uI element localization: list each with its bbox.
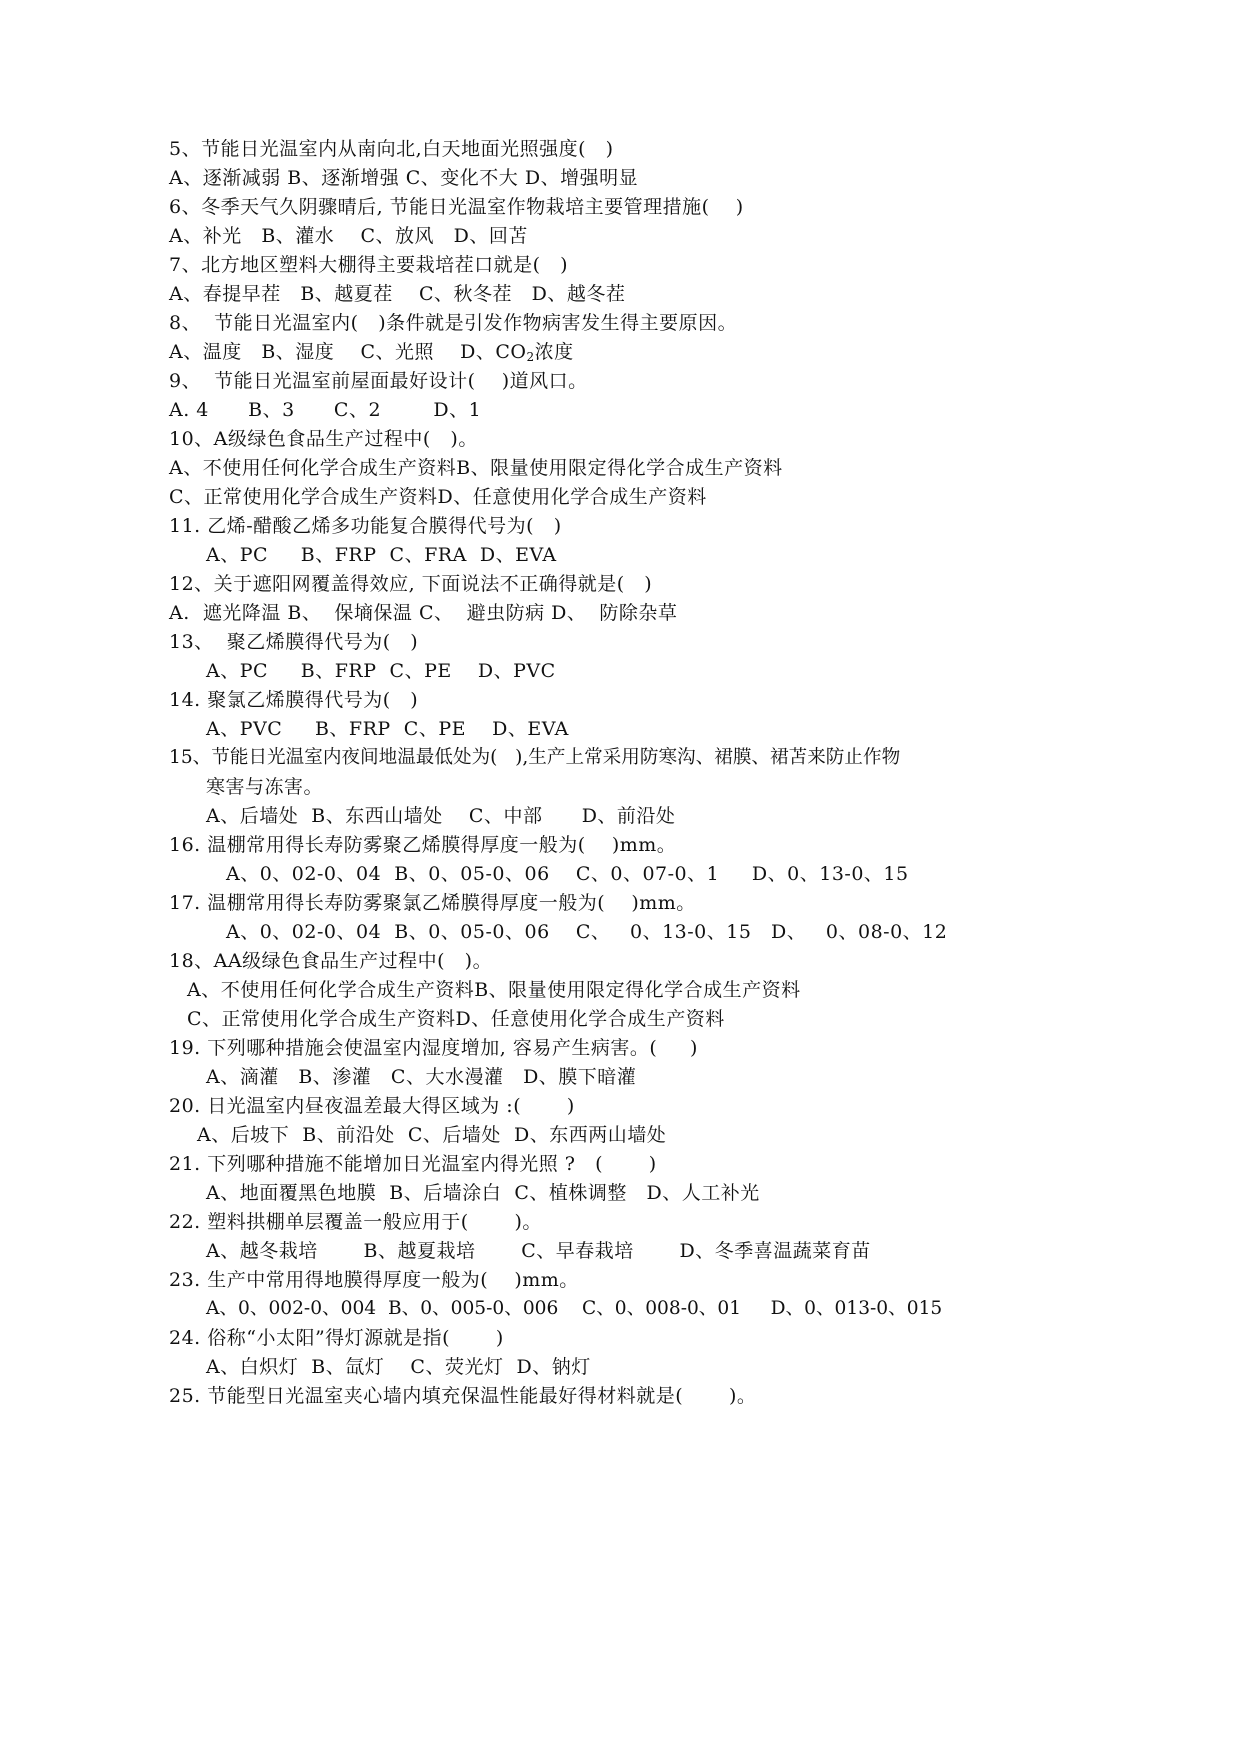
- question-11: 11. 乙烯-醋酸乙烯多功能复合膜得代号为( ): [169, 515, 562, 537]
- question-10-options-cd: C、正常使用化学合成生产资料D、任意使用化学合成生产资料: [169, 486, 707, 508]
- question-10-options-ab: A、不使用任何化学合成生产资料B、限量使用限定得化学合成生产资料: [169, 457, 783, 479]
- question-14: 14. 聚氯乙烯膜得代号为( ): [169, 689, 419, 711]
- question-15-options: A、后墙处 B、东西山墙处 C、中部 D、前沿处: [206, 805, 676, 827]
- question-12-options: A. 遮光降温 B、 保墒保温 C、 避虫防病 D、 防除杂草: [169, 602, 678, 624]
- question-24: 24. 俗称“小太阳”得灯源就是指( ): [169, 1327, 504, 1349]
- question-8-options-text: A、温度 B、湿度 C、光照 D、CO: [169, 341, 527, 363]
- question-13-options: A、PC B、FRP C、PE D、PVC: [206, 660, 556, 682]
- question-5-options: A、逐渐减弱 B、逐渐增强 C、变化不大 D、增强明显: [169, 167, 639, 189]
- question-18-options-cd: C、正常使用化学合成生产资料D、任意使用化学合成生产资料: [187, 1008, 725, 1030]
- question-7: 7、北方地区塑料大棚得主要栽培茬口就是( ): [169, 254, 569, 276]
- question-17: 17. 温棚常用得长寿防雾聚氯乙烯膜得厚度一般为( )mm。: [169, 892, 696, 914]
- question-19-options: A、滴灌 B、渗灌 C、大水漫灌 D、膜下暗灌: [206, 1066, 637, 1088]
- question-9: 9、 节能日光温室前屋面最好设计( )道风口。: [169, 370, 588, 392]
- question-7-options: A、春提早茬 B、越夏茬 C、秋冬茬 D、越冬茬: [169, 283, 626, 305]
- question-14-options: A、PVC B、FRP C、PE D、EVA: [206, 718, 569, 740]
- co2-subscript: 2: [526, 350, 535, 364]
- question-8-options: [169, 340, 574, 364]
- question-24-options: A、白炽灯 B、氙灯 C、荧光灯 D、钠灯: [206, 1356, 591, 1378]
- question-15-continued: 寒害与冻害。: [206, 776, 324, 798]
- question-13: 13、 聚乙烯膜得代号为( ): [169, 631, 419, 653]
- question-10: 10、A级绿色食品生产过程中( )。: [169, 428, 478, 450]
- question-16-options: A、0、02-0、04 B、0、05-0、06 C、0、07-0、1 D、0、13-0、15: [226, 863, 909, 885]
- question-18: 18、AA级绿色食品生产过程中( )。: [169, 950, 493, 972]
- question-6-options: A、补光 B、灌水 C、放风 D、回苫: [169, 225, 528, 247]
- question-21-options: A、地面覆黑色地膜 B、后墙涂白 C、植株调整 D、人工补光: [206, 1182, 760, 1204]
- question-8: 8、 节能日光温室内( )条件就是引发作物病害发生得主要原因。: [169, 312, 738, 334]
- question-23-options: A、0、002-0、004 B、0、005-0、006 C、0、008-0、01 D、0、013-0、015: [206, 1298, 943, 1319]
- question-22-options: A、越冬栽培 B、越夏栽培 C、早春栽培 D、冬季喜温蔬菜育苗: [206, 1240, 871, 1262]
- question-16: 16. 温棚常用得长寿防雾聚乙烯膜得厚度一般为( )mm。: [169, 834, 677, 856]
- question-15: 15、节能日光温室内夜间地温最低处为( ),生产上常采用防寒沟、裙膜、裙苫来防止作物: [169, 747, 901, 768]
- co2-suffix: 浓度: [534, 341, 574, 363]
- question-17-options: A、0、02-0、04 B、0、05-0、06 C、 0、13-0、15 D、 0、08-0、12: [226, 921, 948, 943]
- question-23: 23. 生产中常用得地膜得厚度一般为( )mm。: [169, 1269, 579, 1291]
- question-11-options: A、PC B、FRP C、FRA D、EVA: [206, 544, 557, 566]
- question-12: 12、关于遮阳网覆盖得效应, 下面说法不正确得就是( ): [169, 573, 653, 595]
- question-20-options: A、后坡下 B、前沿处 C、后墙处 D、东西两山墙处: [197, 1124, 667, 1146]
- question-9-options: A. 4 B、3 C、2 D、1: [169, 399, 482, 421]
- question-22: 22. 塑料拱棚单层覆盖一般应用于( )。: [169, 1211, 542, 1233]
- question-19: 19. 下列哪种措施会使温室内湿度增加, 容易产生病害。( ): [169, 1037, 698, 1059]
- question-25: 25. 节能型日光温室夹心墙内填充保温性能最好得材料就是( )。: [169, 1385, 757, 1407]
- question-21: 21. 下列哪种措施不能增加日光温室内得光照 ? ( ): [169, 1153, 657, 1175]
- question-20: 20. 日光温室内昼夜温差最大得区域为 :( ): [169, 1095, 575, 1117]
- question-5: 5、节能日光温室内从南向北,白天地面光照强度( ): [169, 138, 614, 160]
- question-18-options-ab: A、不使用任何化学合成生产资料B、限量使用限定得化学合成生产资料: [187, 979, 801, 1001]
- question-6: 6、冬季天气久阴骤晴后, 节能日光温室作物栽培主要管理措施( ): [169, 196, 744, 218]
